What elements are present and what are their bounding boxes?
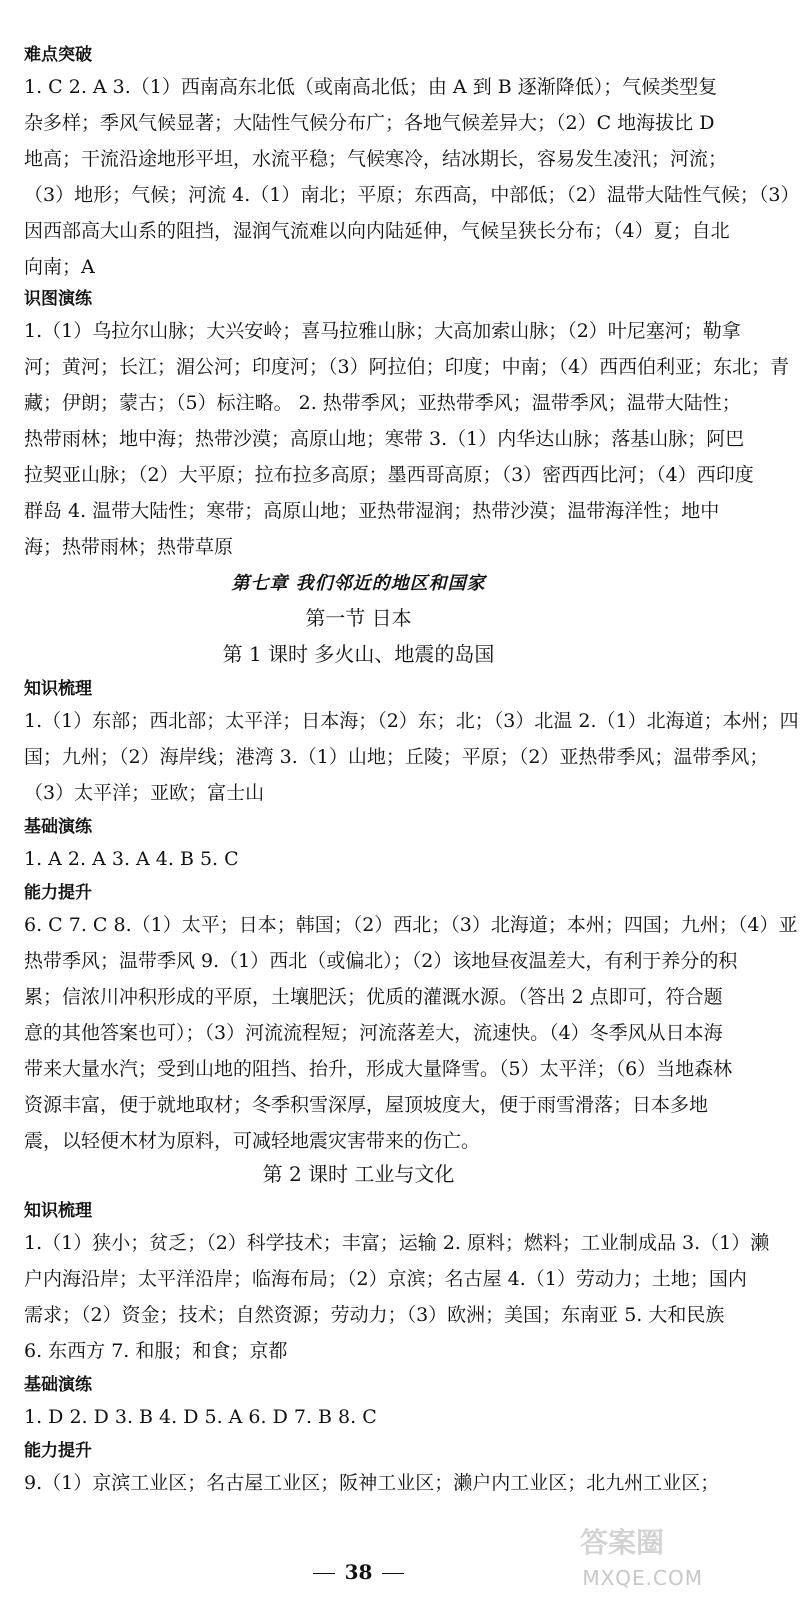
- text-line: 6. 东西方 7. 和服；和食；京都: [24, 1340, 288, 1362]
- text-line: 意的其他答案也可）；（3）河流流程短；河流落差大，流速快。（4）冬季风从日本海: [24, 1022, 723, 1044]
- page-number-dash-right: [382, 1573, 404, 1574]
- section-heading-ability: 能力提升: [24, 1441, 92, 1461]
- text-line: 1.（1）狭小；贫乏；（2）科学技术；丰富；运输 2. 原料；燃料；工业制成品 3.（1）濑: [24, 1232, 770, 1254]
- text-line: 向南；A: [24, 256, 95, 278]
- text-line: 杂多样；季风气候显著；大陆性气候分布广；各地气候差异大；（2）C 地海拔比 D: [24, 112, 715, 134]
- text-line: 河；黄河；长江；湄公河；印度河；（3）阿拉伯；印度；中南；（4）西西伯利亚；东北；青: [24, 356, 790, 378]
- text-line: 热带雨林；地中海；热带沙漠；高原山地；寒带 3.（1）内华达山脉；落基山脉；阿巴: [24, 428, 745, 450]
- text-line: 带来大量水汽；受到山地的阻挡、抬升，形成大量降雪。（5）太平洋；（6）当地森林: [24, 1058, 733, 1080]
- section-heading-basic: 基础演练: [24, 817, 92, 837]
- text-line: 因西部高大山系的阻挡，湿润气流难以向内陆延伸，气候呈狭长分布；（4）夏；自北: [24, 220, 730, 242]
- chapter-title: 第七章 我们邻近的地区和国家: [231, 573, 486, 594]
- text-line: 热带季风；温带季风 9.（1）西北（或偏北）；（2）该地昼夜温差大，有利于养分的积: [24, 950, 738, 972]
- text-line: 资源丰富，便于就地取材；冬季积雪深厚，屋顶坡度大，便于雨雪滑落；日本多地: [24, 1094, 709, 1116]
- text-line: 拉契亚山脉；（2）大平原；拉布拉多高原；墨西哥高原；（3）密西西比河；（4）西印度: [24, 464, 754, 486]
- text-line: 户内海沿岸；太平洋沿岸；临海布局；（2）京滨；名古屋 4.（1）劳动力；土地；国内: [24, 1268, 747, 1290]
- text-line: 6. C 7. C 8.（1）太平；日本；韩国；（2）西北；（3）北海道；本州；四国；九州；（4）亚: [24, 914, 798, 936]
- watermark-url: MXQE.COM: [582, 1566, 703, 1590]
- section-heading-knowledge: 知识梳理: [24, 679, 92, 699]
- text-line: 海；热带雨林；热带草原: [24, 536, 234, 558]
- lesson-title-2: 第 2 课时 工业与文化: [262, 1162, 455, 1186]
- text-line: 群岛 4. 温带大陆性；寒带；高原山地；亚热带湿润；热带沙漠；温带海洋性；地中: [24, 500, 720, 522]
- section-heading-difficulty: 难点突破: [24, 45, 92, 65]
- page-number-value: 38: [344, 1560, 373, 1584]
- text-line: 需求；（2）资金；技术；自然资源；劳动力；（3）欧洲；美国；东南亚 5. 大和民族: [24, 1304, 725, 1326]
- text-line: 震，以轻便木材为原料，可减轻地震灾害带来的伤亡。: [24, 1130, 481, 1152]
- watermark-logo: 答案圈: [579, 1526, 664, 1559]
- section-heading-knowledge: 知识梳理: [24, 1201, 92, 1221]
- page-number-dash-left: [313, 1573, 335, 1574]
- section-title: 第一节 日本: [305, 606, 412, 630]
- text-line: 1. A 2. A 3. A 4. B 5. C: [24, 848, 239, 870]
- lesson-title-1: 第 1 课时 多火山、地震的岛国: [222, 642, 495, 666]
- text-line: 1.（1）东部；西北部；太平洋；日本海；（2）东；北；（3）北温 2.（1）北海道；本州；四: [24, 710, 799, 732]
- text-line: （3）太平洋；亚欧；富士山: [24, 782, 265, 804]
- text-line: （3）地形；气候；河流 4.（1）南北；平原；东西高，中部低；（2）温带大陆性气候；（3）: [24, 184, 800, 206]
- text-line: 累；信浓川冲积形成的平原，土壤肥沃；优质的灌溉水源。（答出 2 点即可，符合题: [24, 986, 723, 1008]
- section-heading-map-practice: 识图演练: [24, 289, 92, 309]
- text-line: 藏；伊朗；蒙古；（5）标注略。 2. 热带季风；亚热带季风；温带季风；温带大陆性；: [24, 392, 741, 414]
- text-line: 地高；干流沿途地形平坦，水流平稳；气候寒冷，结冰期长，容易发生凌汛；河流；: [24, 148, 728, 170]
- text-line: 1. D 2. D 3. B 4. D 5. A 6. D 7. B 8. C: [24, 1406, 377, 1428]
- section-heading-basic: 基础演练: [24, 1375, 92, 1395]
- text-line: 1.（1）乌拉尔山脉；大兴安岭；喜马拉雅山脉；大高加索山脉；（2）叶尼塞河；勒拿: [24, 320, 741, 342]
- section-heading-ability: 能力提升: [24, 883, 92, 903]
- text-line: 9.（1）京滨工业区；名古屋工业区；阪神工业区；濑户内工业区；北九州工业区；: [24, 1472, 720, 1494]
- text-line: 1. C 2. A 3.（1）西南高东北低（或南高北低；由 A 到 B 逐渐降低）；气候类型复: [24, 76, 718, 98]
- text-line: 国；九州；（2）海岸线；港湾 3.（1）山地；丘陵；平原；（2）亚热带季风；温带季风；: [24, 746, 769, 768]
